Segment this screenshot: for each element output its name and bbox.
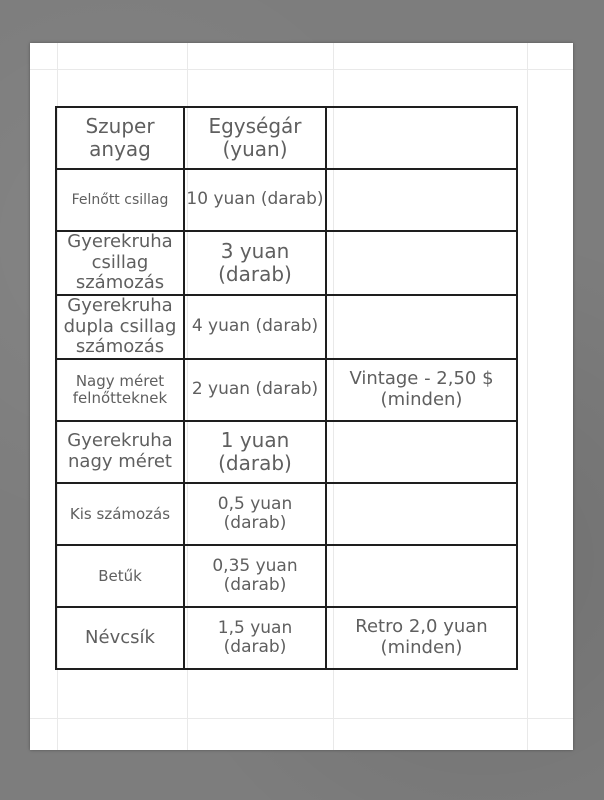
row-price: 1,5 yuan (darab): [184, 607, 326, 669]
row-note: [326, 295, 517, 359]
row-price: 4 yuan (darab): [184, 295, 326, 359]
table-row: [56, 295, 517, 359]
table-row: [56, 607, 517, 669]
row-note: [326, 545, 517, 607]
row-price: 1 yuan (darab): [184, 421, 326, 483]
row-note: [326, 231, 517, 295]
row-name: Kis számozás: [56, 483, 184, 545]
row-name: Gyerekruha dupla csillag számozás: [56, 295, 184, 359]
header-unit-price: Egységár (yuan): [184, 107, 326, 169]
row-name: Nagy méret felnőtteknek: [56, 359, 184, 421]
table-row: [56, 359, 517, 421]
row-price: 10 yuan (darab): [184, 169, 326, 231]
sheet-gridline: [30, 718, 573, 719]
row-price: 3 yuan (darab): [184, 231, 326, 295]
row-note: Retro 2,0 yuan (minden): [326, 607, 517, 669]
row-price: 2 yuan (darab): [184, 359, 326, 421]
row-name: Gyerekruha nagy méret: [56, 421, 184, 483]
row-price: 0,5 yuan (darab): [184, 483, 326, 545]
row-note: Vintage - 2,50 $ (minden): [326, 359, 517, 421]
table-row: [56, 545, 517, 607]
table-row: [56, 169, 517, 231]
header-extra: [326, 107, 517, 169]
price-table: [55, 106, 518, 670]
row-name: Felnőtt csillag: [56, 169, 184, 231]
table-header-row: [56, 107, 517, 169]
row-name: Betűk: [56, 545, 184, 607]
table-row: [56, 231, 517, 295]
sheet-gridline: [30, 69, 573, 70]
table-row: [56, 421, 517, 483]
row-name: Gyerekruha csillag számozás: [56, 231, 184, 295]
row-name: Névcsík: [56, 607, 184, 669]
row-price: 0,35 yuan (darab): [184, 545, 326, 607]
row-note: [326, 169, 517, 231]
row-note: [326, 421, 517, 483]
header-material: Szuper anyag: [56, 107, 184, 169]
row-note: [326, 483, 517, 545]
sheet-gridline: [527, 43, 528, 750]
table-row: [56, 483, 517, 545]
